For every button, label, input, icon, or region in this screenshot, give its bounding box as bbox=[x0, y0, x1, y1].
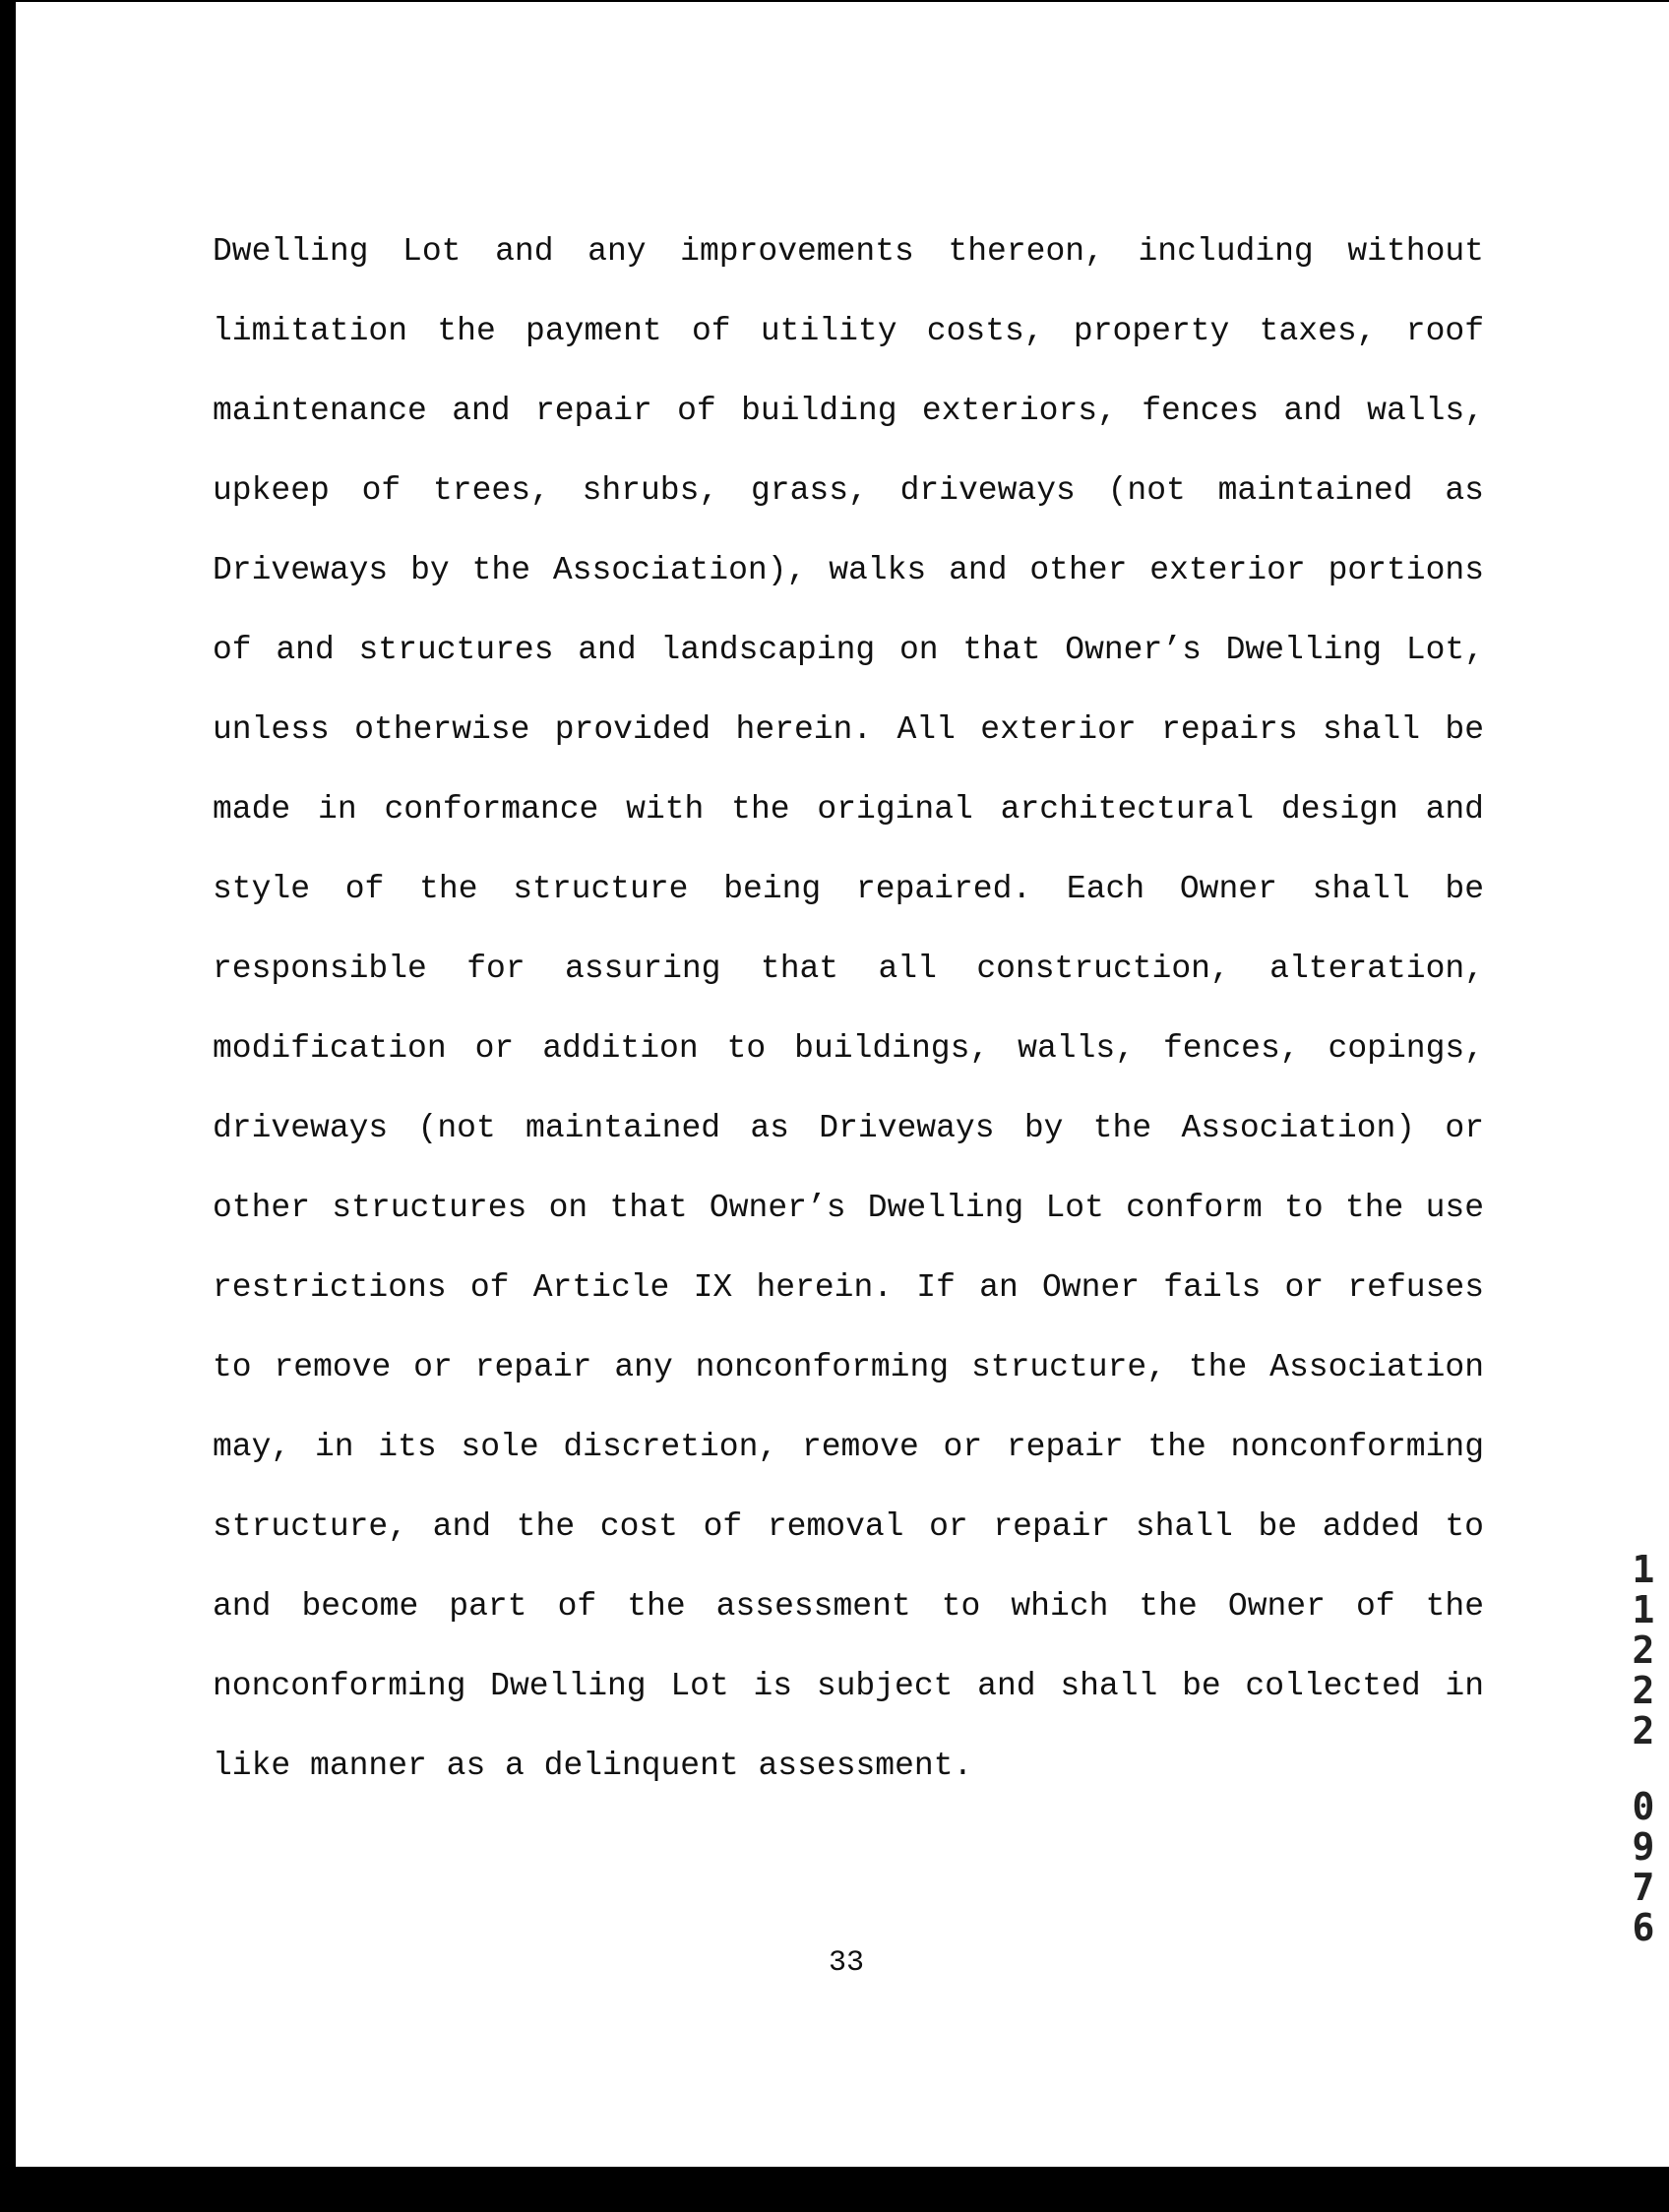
scan-border-top bbox=[0, 0, 1669, 2]
stamp-digit: 2 bbox=[1632, 1709, 1655, 1752]
body-paragraph bbox=[213, 226, 1484, 1820]
stamp-digit: 0 bbox=[1632, 1785, 1655, 1828]
text-line: to remove or repair any nonconforming structure, the Association bbox=[213, 1349, 1484, 1385]
page-number: 33 bbox=[828, 1946, 864, 1980]
text-line: made in conformance with the original architectural design and bbox=[213, 791, 1484, 828]
text-line-last: like manner as a delinquent assessment. bbox=[213, 1748, 973, 1784]
text-line: of and structures and landscaping on that Owner’s Dwelling Lot, bbox=[213, 632, 1484, 668]
text-line: unless otherwise provided herein. All exterior repairs shall be bbox=[213, 711, 1484, 748]
text-line: and become part of the assessment to which the Owner of the bbox=[213, 1588, 1484, 1625]
stamp-gap bbox=[1624, 1751, 1663, 1787]
text-line: responsible for assuring that all construction, alteration, bbox=[213, 951, 1484, 987]
stamp-digit: 7 bbox=[1632, 1866, 1655, 1909]
text-line: other structures on that Owner’s Dwelling Lot conform to the use bbox=[213, 1190, 1484, 1226]
stamp-digit: 2 bbox=[1632, 1669, 1655, 1712]
stamp-digit: 9 bbox=[1632, 1825, 1655, 1869]
text-line: structure, and the cost of removal or repair shall be added to bbox=[213, 1508, 1484, 1545]
text-line: maintenance and repair of building exteriors, fences and walls, bbox=[213, 393, 1484, 429]
text-line: nonconforming Dwelling Lot is subject and shall be collected in bbox=[213, 1668, 1484, 1704]
text-line: limitation the payment of utility costs, property taxes, roof bbox=[213, 313, 1484, 349]
text-line: driveways (not maintained as Driveways by the Association) or bbox=[213, 1110, 1484, 1146]
scan-border-left bbox=[0, 0, 16, 2212]
text-line: may, in its sole discretion, remove or repair the nonconforming bbox=[213, 1429, 1484, 1465]
stamp-digit: 6 bbox=[1632, 1906, 1655, 1949]
scan-border-bottom bbox=[0, 2167, 1669, 2212]
text-line: upkeep of trees, shrubs, grass, driveways (not maintained as bbox=[213, 472, 1484, 509]
margin-stamp bbox=[1624, 1550, 1663, 1948]
text-line: style of the structure being repaired. Each Owner shall be bbox=[213, 871, 1484, 907]
stamp-digit: 2 bbox=[1632, 1628, 1655, 1672]
stamp-digit: 1 bbox=[1632, 1588, 1655, 1631]
stamp-digit: 1 bbox=[1632, 1548, 1655, 1591]
text-line: Driveways by the Association), walks and other exterior portions bbox=[213, 552, 1484, 588]
text-line: modification or addition to buildings, walls, fences, copings, bbox=[213, 1030, 1484, 1067]
text-line: Dwelling Lot and any improvements thereon, including without bbox=[213, 233, 1484, 270]
text-line: restrictions of Article IX herein. If an Owner fails or refuses bbox=[213, 1269, 1484, 1306]
